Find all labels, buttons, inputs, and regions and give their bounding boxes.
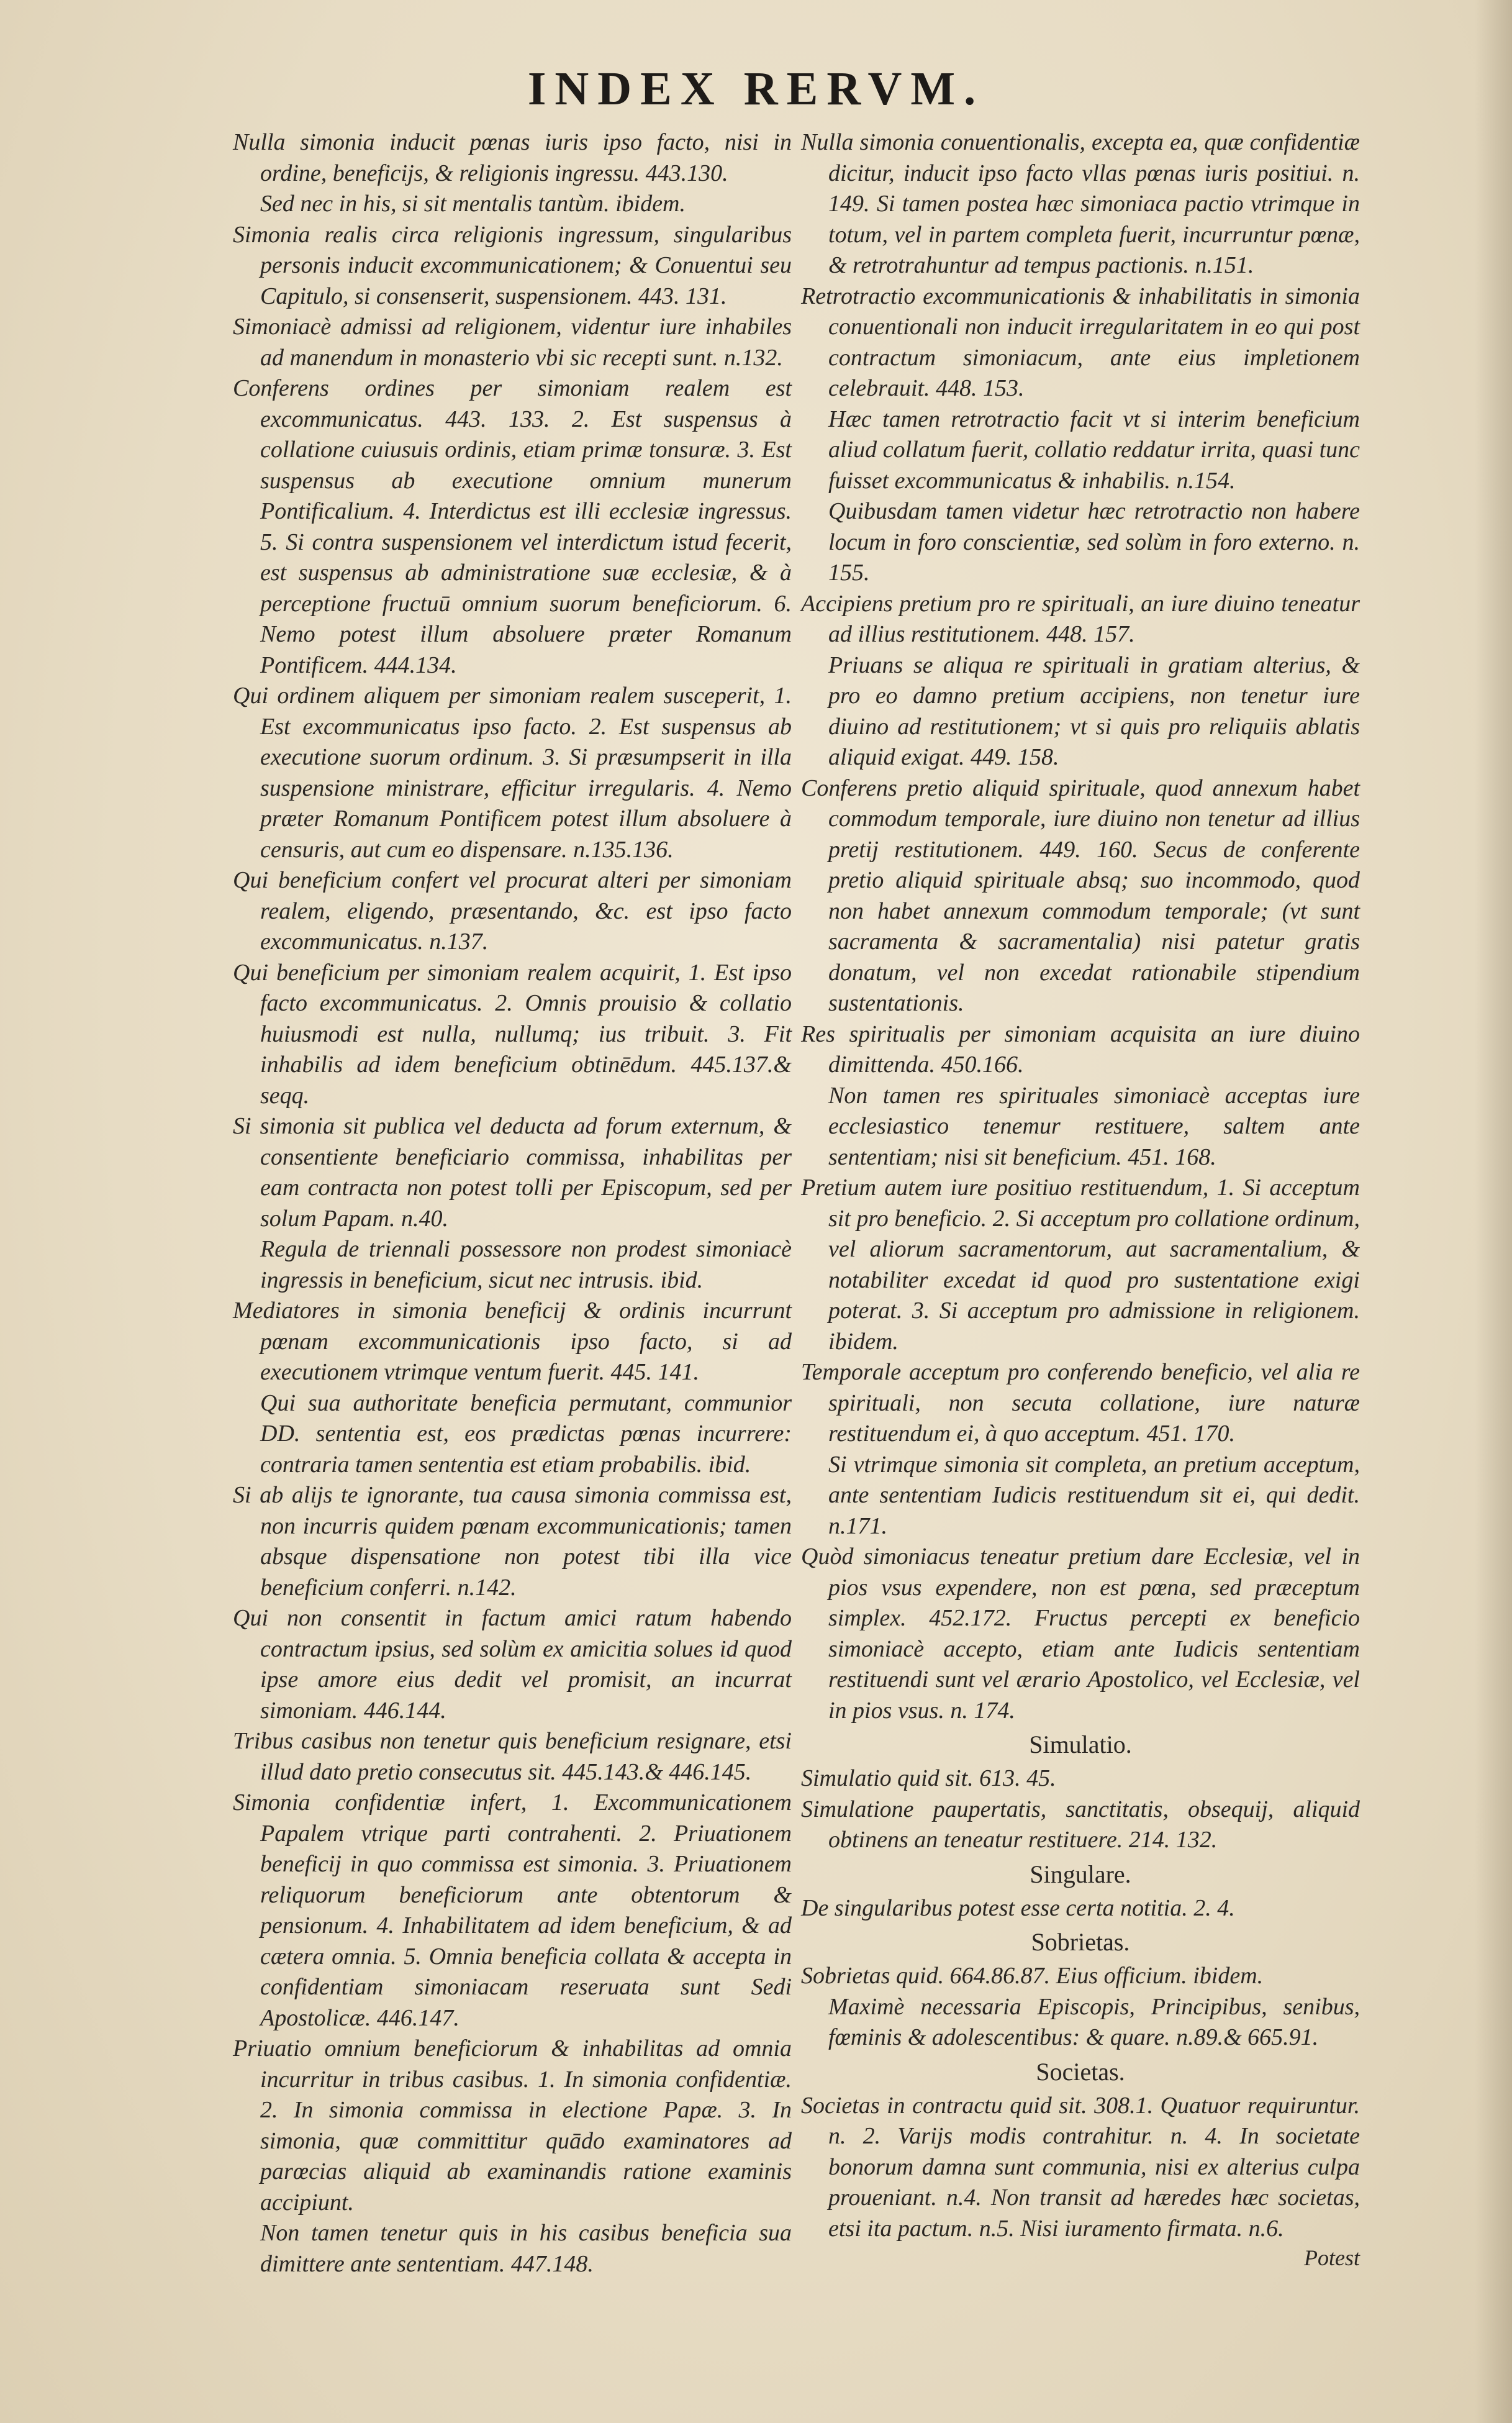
page-header: INDEX RERVM. [527, 63, 985, 115]
index-entry: Res spiritualis per simoniam acquisita an iure diuino dimittenda. 450.166. [801, 1021, 1360, 1078]
index-subentry: Priuans se aliqua re spirituali in gratiam alterius, & pro eo damno pretium accipiens, non tenetur iure diuino ad restitutionem; vt si quis pro reliquiis ablatis aliquid exigat. 449. 158. [828, 652, 1360, 770]
section-heading: Societas. [1036, 2057, 1125, 2086]
index-entry: Qui beneficium per simoniam realem acquirit, 1. Est ipso facto excommunicatus. 2. Omnis prouisio & collatio huiusmodi est nulla, nullumq; ius tribuit. 3. Fit inhabilis ad idem beneficium obtinēdum. 445.137.& seqq. [233, 959, 792, 1109]
index-subentry: Quibusdam tamen videtur hæc retrotractio non habere locum in foro conscientiæ, sed solùm in foro externo. n. 155. [828, 498, 1360, 586]
index-entry: Qui non consentit in factum amici ratum habendo contractum ipsius, sed solùm ex amicitia solues id quod ipse amore eius dedit vel promisit, an incurrat simoniam. 446.144. [233, 1605, 792, 1724]
index-entry: Priuatio omnium beneficiorum & inhabilitas ad omnia incurritur in tribus casibus. 1. In simonia confidentiæ. 2. In simonia commissa in electione Papæ. 3. In simonia, quæ committitur quādo examinatores ad parœcias aliquid ab examinandis ratione examinis accipiunt. [233, 2035, 792, 2216]
index-entry: Retrotractio excommunicationis & inhabilitatis in simonia conuentionali non inducit irregularitatem in eo qui post contractum simoniacum, ante eius impletionem celebrauit. 448. 153. [801, 283, 1360, 401]
catchword: Potest [1304, 2245, 1360, 2270]
index-entry: Qui ordinem aliquem per simoniam realem susceperit, 1. Est excommunicatus ipso facto. 2. Est suspensus ab executione suorum ordinum. 3. Si præsumpserit in illa suspensione ministrare, efficitur irregularis. 4. Nemo præter Romanum Pontificem potest illum absoluere à censuris, aut cum eo dispensare. n.135.136. [233, 683, 792, 863]
index-entry: Tribus casibus non tenetur quis beneficium resignare, etsi illud dato pretio consecutus sit. 445.143.& 446.145. [233, 1728, 792, 1785]
index-entry: De singularibus potest esse certa notitia. 2. 4. [801, 1894, 1235, 1921]
section-heading: Singulare. [1030, 1860, 1131, 1888]
index-entry: Simoniacè admissi ad religionem, videntur iure inhabiles ad manendum in monasterio vbi sic recepti sunt. n.132. [233, 314, 792, 371]
index-entry: Pretium autem iure positiuo restituendum, 1. Si acceptum sit pro beneficio. 2. Si acceptum pro collatione ordinum, vel aliorum sacramentorum, aut sacramentalium, & notabiliter excedat id quod pro sustentatione exigi poterat. 3. Si acceptum pro admissione in religionem. ibidem. [801, 1175, 1360, 1355]
index-entry: Simonia confidentiæ infert, 1. Excommunicationem Papalem vtrique parti contrahenti. 2. Priuationem beneficij in quo commissa est simonia. 3. Priuationem reliquorum beneficiorum ante obtentorum & pensionum. 4. Inhabilitatem ad idem beneficium, & ad cætera omnia. 5. Omnia beneficia collata & accepta in confidentiam simoniacam reseruata sunt Sedi Apostolicæ. 446.147. [233, 1789, 792, 2031]
index-entry: Qui beneficium confert vel procurat alteri per simoniam realem, eligendo, præsentando, &c. est ipso facto excommunicatus. n.137. [233, 867, 792, 955]
index-entry: Quòd simoniacus teneatur pretium dare Ecclesiæ, vel in pios vsus expendere, non est pœna, sed præceptum simplex. 452.172. Fructus percepti ex beneficio simoniacè accepto, etiam ante Iudicis sententiam restituendi sunt vel ærario Apostolico, vel Ecclesiæ, vel in pios vsus. n. 174. [801, 1543, 1360, 1724]
index-subentry: Non tamen res spirituales simoniacè acceptas iure ecclesiastico tenemur restituere, saltem ante sententiam; nisi sit beneficium. 451. 168. [828, 1082, 1360, 1170]
index-subentry: Maximè necessaria Episcopis, Principibus, senibus, fœminis & adolescentibus: & quare. n.89.& 665.91. [828, 1993, 1360, 2050]
index-subentry: Qui sua authoritate beneficia permutant, communior DD. sententia est, eos prædictas pœnas incurrere: contraria tamen sententia est etiam probabilis. ibid. [260, 1389, 792, 1478]
index-entry: Accipiens pretium pro re spirituali, an iure diuino teneatur ad illius restitutionem. 448. 157. [801, 590, 1360, 647]
index-entry: Mediatores in simonia beneficij & ordinis incurrunt pœnam excommunicationis ipso facto, si ad executionem vtrimque ventum fuerit. 445. 141. [233, 1298, 792, 1385]
section-heading: Simulatio. [1029, 1730, 1132, 1758]
index-entry: Temporale acceptum pro conferendo beneficio, vel alia re spirituali, non secuta collatione, iure naturæ restituendum ei, à quo acceptum. 451. 170. [801, 1359, 1360, 1447]
right-column [801, 127, 1360, 2271]
index-entry: Simonia realis circa religionis ingressum, singularibus personis inducit excommunicationem; & Conuentui seu Capitulo, si consenserit, suspensionem. 443. 131. [233, 221, 792, 309]
index-subentry: Sed nec in his, si sit mentalis tantùm. ibidem. [260, 191, 686, 217]
index-subentry: Hæc tamen retrotractio facit vt si interim beneficium aliud collatum fuerit, collatio reddatur irrita, quasi tunc fuisset excommunicatus & inhabilis. n.154. [828, 406, 1360, 494]
index-entry: Conferens ordines per simoniam realem est excommunicatus. 443. 133. 2. Est suspensus à collatione cuiusuis ordinis, etiam primæ tonsuræ. 3. Est suspensus ab executione omnium munerum Pontificalium. 4. Interdictus est illi ecclesiæ ingressus. 5. Si contra suspensionem vel interdictum istud fecerit, est suspensus ab administratione suæ ecclesiæ, & à perceptione fructuū omnium suorum beneficiorum. 6. Nemo potest illum absoluere præter Romanum Pontificem. 444.134. [233, 375, 792, 678]
index-entry: Simulatione paupertatis, sanctitatis, obsequij, aliquid obtinens an teneatur restituere. 214. 132. [801, 1796, 1360, 1853]
page-edge-shadow [1475, 0, 1512, 2423]
index-subentry: Si vtrimque simonia sit completa, an pretium acceptum, ante sententiam Iudicis restituendum sit ei, qui dedit. n.171. [828, 1451, 1360, 1539]
index-entry: Societas in contractu quid sit. 308.1. Quatuor requiruntur. n. 2. Varijs modis contrahitur. n. 4. In societate bonorum damna sunt communia, nisi ex alterius culpa proueniant. n.4. Non transit ad hæredes hæc societas, etsi ita pactum. n.5. Nisi iuramento firmata. n.6. [801, 2092, 1360, 2242]
index-entry: Simulatio quid sit. 613. 45. [801, 1765, 1056, 1791]
index-entry: Nulla simonia conuentionalis, excepta ea, quæ confidentiæ dicitur, inducit ipso facto vllas pœnas iuris positiui. n. 149. Si tamen postea hæc simoniaca pactio vtrimque in totum, vel in partem completa fuerit, incurruntur pœnæ, & retrotrahuntur ad tempus pactionis. n.151. [801, 129, 1360, 278]
index-entry: Sobrietas quid. 664.86.87. Eius officium. ibidem. [801, 1963, 1264, 1989]
left-column [233, 127, 792, 2280]
index-subentry: Regula de triennali possessore non prodest simoniacè ingressis in beneficium, sicut nec intrusis. ibid. [260, 1236, 792, 1293]
index-entry: Si simonia sit publica vel deducta ad forum externum, & consentiente beneficiario commissa, inhabilitas per eam contracta non potest tolli per Episcopum, sed per solum Papam. n.40. [233, 1113, 792, 1232]
index-entry: Conferens pretio aliquid spirituale, quod annexum habet commodum temporale, iure diuino non tenetur ad illius pretij restitutionem. 449. 160. Secus de conferente pretio aliquid spirituale absq; suo incommodo, quod non habet annexum commodum temporale; (vt sunt sacramenta & sacramentalia) nisi patetur gratis donatum, vel non excedat rationabile stipendium sustentationis. [801, 775, 1360, 1016]
index-entry: Nulla simonia inducit pœnas iuris ipso facto, nisi in ordine, beneficijs, & religionis ingressu. 443.130. [233, 129, 792, 186]
index-entry: Si ab alijs te ignorante, tua causa simonia commissa est, non incurris quidem pœnam excommunicationis; tamen absque dispensatione non potest tibi illa vice beneficium conferri. n.142. [233, 1482, 792, 1601]
section-heading: Sobrietas. [1031, 1928, 1130, 1956]
index-subentry: Non tamen tenetur quis in his casibus beneficia sua dimittere ante sententiam. 447.148. [260, 2220, 792, 2277]
